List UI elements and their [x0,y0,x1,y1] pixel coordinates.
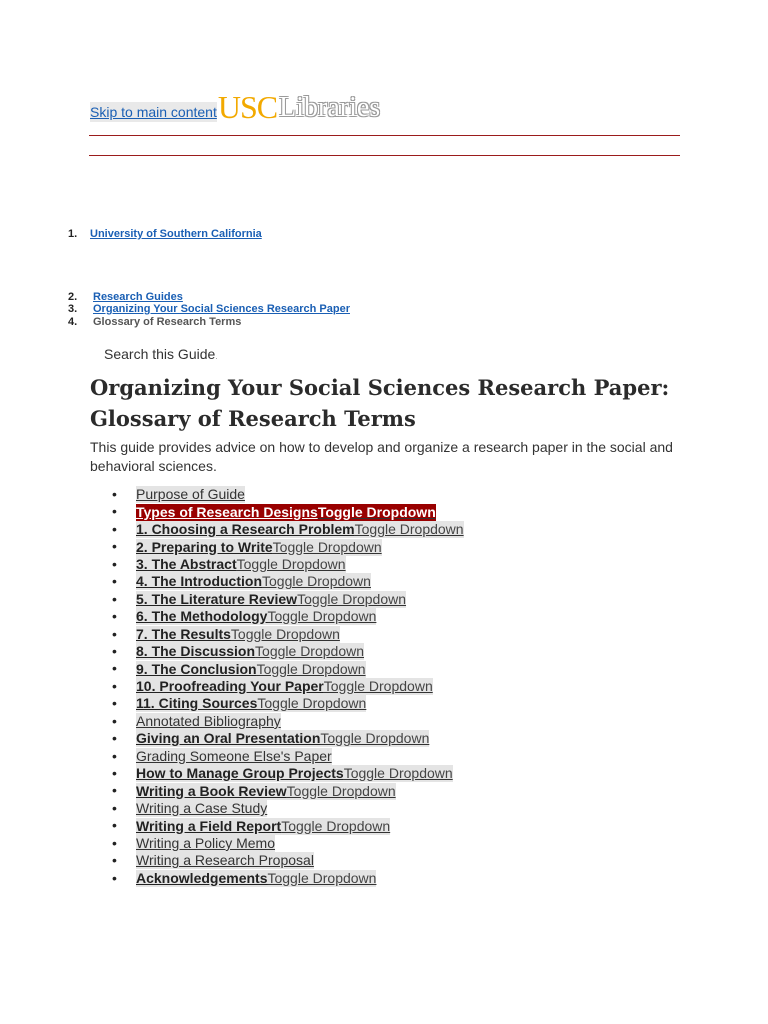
nav-list-item [110,608,670,625]
nav-link-label: 7. The Results [136,625,231,642]
page-description: This guide provides advice on how to develop and organize a research paper in the social and behavioral sciences. [90,439,673,474]
breadcrumb-number: 4. [68,316,78,328]
nav-link-literature-review[interactable] [136,591,406,608]
breadcrumb-number: 1. [68,228,78,240]
skip-to-main-link[interactable]: Skip to main content [90,104,217,120]
list-bullet: • [112,520,117,537]
nav-list-item [110,782,670,799]
list-bullet: • [112,538,117,555]
nav-list-item [110,660,670,677]
list-bullet: • [112,712,117,729]
nav-link-purpose[interactable]: Purpose of Guide [136,486,245,503]
list-bullet: • [112,747,117,764]
list-bullet: • [112,590,117,607]
page-title: Organizing Your Social Sciences Research Paper: Glossary of Research Terms [90,375,670,431]
toggle-dropdown[interactable]: Toggle Dropdown [230,625,340,642]
nav-link-annotated-bibliography[interactable]: Annotated Bibliography [136,712,281,729]
nav-link-label: 1. Choosing a Research Problem [136,521,355,538]
nav-link-label: 5. The Literature Review [136,590,298,607]
nav-link-research-proposal[interactable]: Writing a Research Proposal [136,852,314,869]
nav-link-citing-sources[interactable] [136,695,366,712]
nav-link-label: 2. Preparing to Write [136,538,273,555]
toggle-dropdown[interactable]: Toggle Dropdown [281,817,391,834]
nav-link-types-of-research-designs[interactable] [136,504,436,521]
list-bullet: • [112,834,117,851]
list-bullet: • [112,695,117,712]
list-bullet: • [112,799,117,816]
breadcrumb-number: 3. [68,303,78,315]
breadcrumb-current: Glossary of Research Terms [93,316,242,328]
toggle-dropdown[interactable]: Toggle Dropdown [354,521,464,538]
nav-list-item [110,538,670,555]
nav-link-label: 9. The Conclusion [136,660,257,677]
nav-link-choosing-problem[interactable] [136,521,464,538]
nav-list-item [110,748,670,765]
toggle-dropdown[interactable]: Toggle Dropdown [267,608,377,625]
nav-link-oral-presentation[interactable] [136,730,429,747]
breadcrumb-item [68,228,262,240]
nav-list-item [110,800,670,817]
nav-link-preparing-to-write[interactable] [136,539,382,556]
usc-libraries-logo[interactable] [217,89,381,125]
list-bullet: • [112,608,117,625]
nav-list-item [110,591,670,608]
nav-link-label: Writing a Book Review [136,782,287,799]
breadcrumb-item [68,316,241,328]
nav-list-item [110,870,670,887]
list-bullet: • [112,677,117,694]
nav-link-label: 11. Citing Sources [136,695,258,712]
search-guide-label[interactable] [104,346,218,362]
nav-link-group-projects[interactable] [136,765,453,782]
list-bullet: • [112,625,117,642]
toggle-dropdown[interactable]: Toggle Dropdown [257,695,367,712]
nav-link-label: 3. The Abstract [136,555,237,572]
nav-link-policy-memo[interactable]: Writing a Policy Memo [136,834,276,851]
nav-link-case-study[interactable]: Writing a Case Study [136,800,268,817]
breadcrumb-item [68,303,350,315]
nav-link-abstract[interactable] [136,556,346,573]
logo-usc-text: USC [217,89,278,125]
nav-link-label: 6. The Methodology [136,608,268,625]
toggle-dropdown[interactable]: Toggle Dropdown [267,869,377,886]
list-bullet: • [112,730,117,747]
nav-list-item [110,730,670,747]
list-bullet: • [112,869,117,886]
nav-list-item [110,695,670,712]
breadcrumb-number: 2. [68,291,78,303]
nav-list-item [110,626,670,643]
nav-link-label: Giving an Oral Presentation [136,730,321,747]
nav-link-book-review[interactable] [136,783,396,800]
site-header [90,89,381,125]
nav-link-label: Types of Research Designs [136,503,318,520]
toggle-dropdown[interactable]: Toggle Dropdown [323,678,433,695]
list-bullet: • [112,573,117,590]
toggle-dropdown[interactable]: Toggle Dropdown [317,503,436,520]
list-bullet: • [112,503,117,520]
nav-list-item [110,643,670,660]
list-bullet: • [112,486,117,502]
nav-list-item [110,573,670,590]
nav-link-conclusion[interactable] [136,661,366,678]
guide-nav [110,486,670,887]
nav-list-item [110,835,670,852]
nav-list-item [110,713,670,730]
nav-link-field-report[interactable] [136,818,390,835]
nav-link-label: 8. The Discussion [136,643,256,660]
nav-link-methodology[interactable] [136,608,376,625]
header-divider [89,155,680,156]
nav-list-item [110,852,670,869]
toggle-dropdown[interactable]: Toggle Dropdown [343,765,453,782]
list-bullet: • [112,817,117,834]
toggle-dropdown[interactable]: Toggle Dropdown [320,730,430,747]
nav-list-item [110,521,670,538]
nav-link-label: Writing a Field Report [136,817,282,834]
nav-link-label: How to Manage Group Projects [136,765,344,782]
nav-link-label: 4. The Introduction [136,573,262,590]
nav-link-grading-paper[interactable]: Grading Someone Else's Paper [136,747,332,764]
nav-link-discussion[interactable] [136,643,364,660]
list-bullet: • [112,782,117,799]
nav-link-acknowledgements[interactable] [136,870,376,887]
logo-libraries-text: Libraries [279,92,381,123]
list-bullet: • [112,765,117,781]
nav-link-results[interactable] [136,626,340,643]
nav-list-item [110,765,670,782]
breadcrumb-link-guide[interactable]: Organizing Your Social Sciences Research Paper [93,303,350,315]
breadcrumb-link-usc[interactable]: University of Southern California [90,228,262,240]
toggle-dropdown[interactable]: Toggle Dropdown [236,555,346,572]
toggle-dropdown[interactable]: Toggle Dropdown [262,573,371,590]
nav-link-introduction[interactable] [136,573,371,590]
toggle-dropdown[interactable]: Toggle Dropdown [297,590,407,607]
nav-link-label: Acknowledgements [136,869,268,886]
nav-list-item [110,678,670,695]
breadcrumb-link-research-guides[interactable]: Research Guides [93,291,183,303]
list-bullet: • [112,642,117,659]
toggle-dropdown[interactable]: Toggle Dropdown [272,538,382,555]
search-guide-text: Search this Guide [104,346,216,362]
search-guide-dot: . [215,352,218,361]
list-bullet: • [112,555,117,572]
toggle-dropdown[interactable]: Toggle Dropdown [286,782,396,799]
list-bullet: • [112,852,117,869]
toggle-dropdown[interactable]: Toggle Dropdown [256,660,366,677]
nav-link-label: 10. Proofreading Your Paper [136,678,324,695]
breadcrumb-item [68,291,183,303]
nav-list-item [110,486,670,503]
header-divider [89,135,680,136]
nav-list-item [110,503,670,520]
nav-list-item [110,556,670,573]
list-bullet: • [112,660,117,677]
nav-list-item [110,817,670,834]
toggle-dropdown[interactable]: Toggle Dropdown [255,643,365,660]
nav-link-proofreading[interactable] [136,678,433,695]
